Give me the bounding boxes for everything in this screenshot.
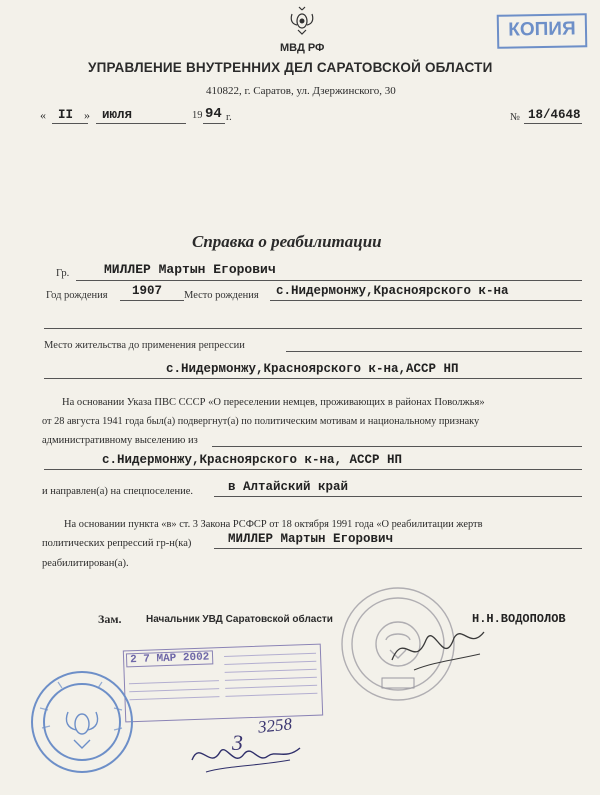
- residence-label: Место жительства до применения репрессии: [44, 340, 245, 351]
- date-year-suffix: г.: [226, 112, 232, 123]
- residence-value: с.Нидермонжу,Красноярского к-на,АССР НП: [166, 362, 459, 376]
- notary-signature-icon: [186, 730, 306, 780]
- rehab-name-line: [214, 548, 582, 549]
- notary-digit: 3: [232, 730, 243, 755]
- rehab-name: МИЛЛЕР Мартын Егорович: [228, 532, 394, 546]
- birth-year: 1907: [132, 284, 163, 298]
- residence-label-line: [286, 351, 582, 352]
- notary-number: 3258: [257, 714, 293, 737]
- birth-year-line: [120, 300, 184, 301]
- special-settlement-line: [214, 496, 582, 497]
- deported-from-line: [44, 469, 582, 470]
- para1-line2: от 28 августа 1941 года был(а) подвергнут(а) по политическим мотивам и национальному признаку: [42, 416, 480, 427]
- notary-stamp-left-lines: [129, 674, 220, 707]
- date-quote-close: »: [84, 108, 90, 122]
- para1-line3: административному выселению из: [42, 435, 198, 446]
- date-month-line: [96, 123, 186, 124]
- para1-line1: На основании Указа ПВС СССР «О переселении немцев, проживающих в районах Поволжья»: [62, 397, 485, 408]
- date-quote-open: «: [40, 108, 46, 122]
- deported-from: с.Нидермонжу,Красноярского к-на, АССР НП: [102, 453, 403, 467]
- date-year-prefix: 19: [192, 110, 203, 121]
- residence-line: [44, 378, 582, 379]
- signatory-name: Н.Н.ВОДОПОЛОВ: [472, 612, 566, 626]
- para2-line1: На основании пункта «в» ст. 3 Закона РСФСР от 18 октября 1991 года «О реабилитации жертв: [64, 519, 483, 530]
- notary-stamp: [123, 644, 323, 723]
- department-address: 410822, г. Саратов, ул. Дзержинского, 30: [206, 85, 396, 97]
- para2-line3: реабилитирован(а).: [42, 558, 129, 569]
- para2-line2: политических репрессий гр-н(ка): [42, 538, 192, 549]
- doc-number: 18/4648: [528, 108, 581, 122]
- date-month: июля: [102, 108, 133, 122]
- date-day-line: [52, 123, 88, 124]
- copy-stamp: [497, 13, 588, 49]
- person-name: МИЛЛЕР Мартын Егорович: [104, 262, 276, 277]
- birth-place: с.Нидермонжу,Красноярского к-на: [276, 284, 509, 298]
- special-settlement-place: в Алтайский край: [228, 480, 349, 494]
- citizen-label: Гр.: [56, 268, 70, 279]
- notary-date-stamp: 2 7 МАР 2002: [126, 650, 214, 667]
- notary-seal-icon: [28, 668, 136, 776]
- blank-line-1: [44, 328, 582, 329]
- birth-year-label: Год рождения: [46, 290, 108, 301]
- date-row: [40, 108, 580, 130]
- doc-number-label: №: [510, 112, 521, 123]
- birth-place-label: Место рождения: [184, 290, 259, 301]
- para1-line3-rule: [212, 446, 582, 447]
- date-day: II: [58, 108, 74, 122]
- document-title: Справка о реабилитации: [192, 232, 382, 251]
- special-settlement-label: и направлен(а) на спецпоселение.: [42, 486, 193, 497]
- name-line: [76, 280, 582, 281]
- signatory-position: Начальник УВД Саратовской области: [146, 614, 333, 625]
- date-year-line: [203, 123, 225, 124]
- doc-number-line: [524, 123, 582, 124]
- birth-place-line: [270, 300, 582, 301]
- ministry-label: МВД РФ: [280, 42, 325, 54]
- signature-icon: [384, 610, 494, 680]
- date-year: 94: [205, 106, 222, 122]
- copy-stamp-text: КОПИЯ: [508, 18, 576, 41]
- department-heading: УПРАВЛЕНИЕ ВНУТРЕННИХ ДЕЛ САРАТОВСКОЙ ОБЛАСТИ: [88, 60, 493, 75]
- emblem-icon: [288, 6, 316, 36]
- notary-stamp-text-lines: [224, 649, 318, 704]
- deputy-label: Зам.: [98, 612, 122, 626]
